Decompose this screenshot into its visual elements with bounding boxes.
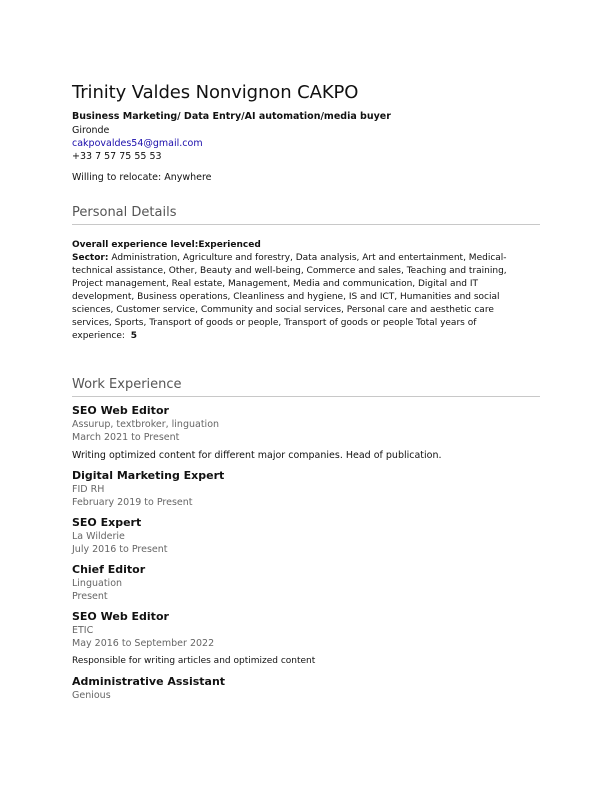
job-entry [72,675,540,702]
job-dates: May 2016 to September 2022 [72,638,215,649]
headline: Business Marketing/ Data Entry/AI automation/media buyer [72,111,391,122]
job-dates: July 2016 to Present [72,544,168,555]
job-entry [72,563,540,603]
total-years-value: 5 [130,331,138,341]
job-description: Responsible for writing articles and optimized content [72,656,316,666]
job-dates: Present [72,591,108,602]
experience-level: Overall experience level:Experienced [72,240,261,250]
job-entry [72,516,540,556]
personal-details-heading: Personal Details [72,205,540,225]
relocation-preference: Willing to relocate: Anywhere [72,172,212,183]
job-company: Assurup, textbroker, linguation [72,419,220,430]
work-experience-heading: Work Experience [72,377,540,397]
job-title: SEO Web Editor [72,610,169,623]
job-description: Writing optimized content for different major companies. Head of publication. [72,450,442,461]
job-title: SEO Web Editor [72,404,169,417]
job-entry [72,610,540,668]
personal-details-content [72,239,514,343]
job-company: FID RH [72,484,105,495]
location: Gironde [72,125,110,136]
email-link[interactable]: cakpovaldes54@gmail.com [72,138,203,149]
phone-number: +33 7 57 75 55 53 [72,151,162,162]
job-title: SEO Expert [72,516,142,529]
job-title: Chief Editor [72,563,146,576]
job-dates: March 2021 to Present [72,432,180,443]
sector-list: Administration, Agriculture and forestry, Data analysis, Art and entertainment, Medical-technical assistance, Other, Beauty and well-being, Commerce and sales, Teaching and training, Project management, Real estate, Management, Media and communication, Digital and IT development, Business operations, Cleanliness and hygiene, IS and ICT, Humanities and social sciences, Customer service, Community and social services, Personal care and aesthetic care services, Sports, Transport of goods or people, Transport of goods or people Total years of experience: [72,253,507,341]
sector-label: Sector: [72,253,109,263]
job-entry [72,404,540,462]
candidate-name: Trinity Valdes Nonvignon CAKPO [72,82,359,103]
job-company: Linguation [72,578,123,589]
job-company: La Wilderie [72,531,125,542]
job-title: Digital Marketing Expert [72,469,225,482]
sector-paragraph [72,252,514,343]
job-dates: February 2019 to Present [72,497,193,508]
job-title: Administrative Assistant [72,675,226,688]
job-company: ETIC [72,625,94,636]
job-company: Genious [72,690,111,701]
job-entry [72,469,540,509]
